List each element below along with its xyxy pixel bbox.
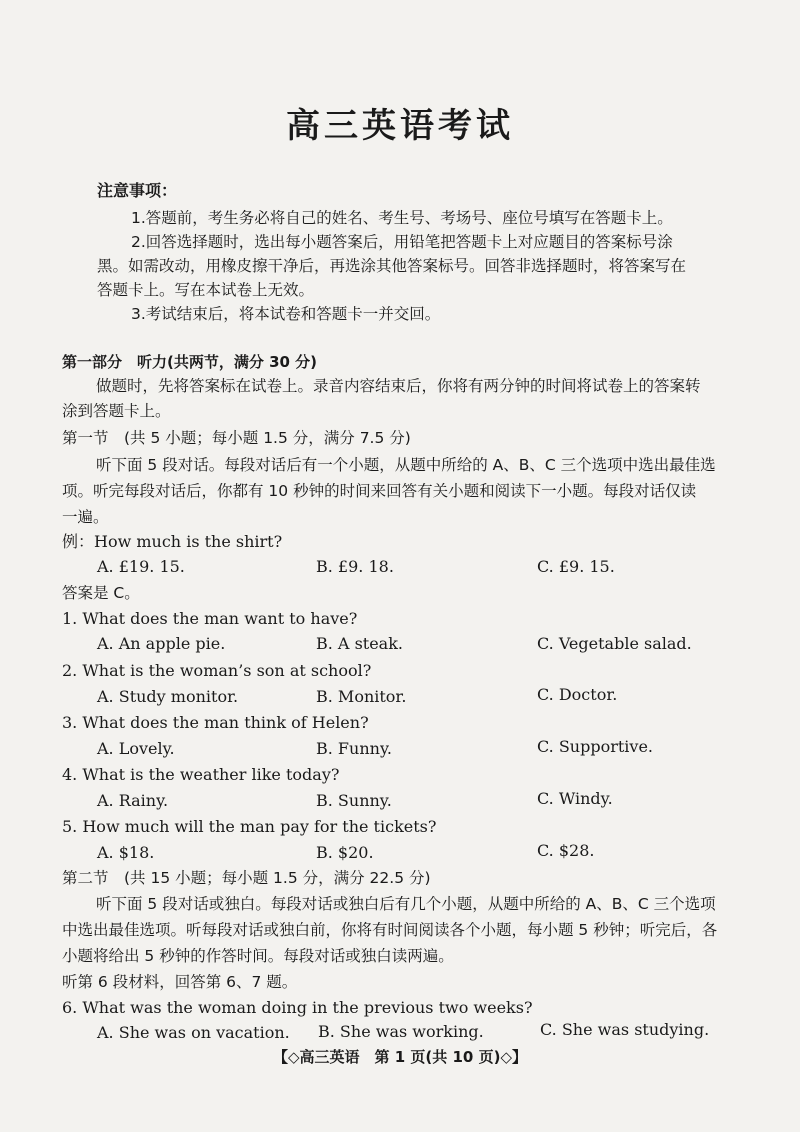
notice-line: 1.答题前，考生务必将自己的姓名、考生号、考场号、座位号填写在答题卡上。 (131, 209, 673, 227)
q6-option-a: A. She was on vacation. (97, 1023, 290, 1042)
page-footer: 【◇高三英语 第 1 页(共 10 页)◇】 (273, 1048, 527, 1066)
q6-option-b: B. She was working. (318, 1022, 484, 1041)
section2-heading: 第二节 (共 15 小题；每小题 1.5 分，满分 22.5 分) (62, 869, 431, 887)
question-2: 2. What is the woman’s son at school? (62, 661, 372, 680)
q5-option-c: C. $28. (537, 841, 595, 860)
q1-option-a: A. An apple pie. (97, 634, 226, 653)
q2-option-c: C. Doctor. (537, 685, 618, 704)
page-title: 高三英语考试 (286, 106, 514, 146)
question-1: 1. What does the man want to have? (62, 609, 358, 628)
section1-instruction: 项。听完每段对话后，你都有 10 秒钟的时间来回答有关小题和阅读下一小题。每段对话仅读 (62, 482, 697, 500)
q4-option-b: B. Sunny. (316, 791, 392, 810)
q5-option-a: A. $18. (97, 843, 155, 862)
example-option-a: A. £19. 15. (97, 557, 185, 576)
notice-line: 答题卡上。写在本试卷上无效。 (97, 281, 315, 299)
part1-heading: 第一部分 听力(共两节，满分 30 分) (62, 353, 318, 371)
q4-option-c: C. Windy. (537, 789, 613, 808)
question-3: 3. What does the man think of Helen? (62, 713, 369, 732)
q6-option-c: C. She was studying. (540, 1020, 710, 1039)
notice-line: 黑。如需改动，用橡皮擦干净后，再选涂其他答案标号。回答非选择题时，将答案写在 (97, 257, 687, 275)
q1-option-b: B. A steak. (316, 634, 403, 653)
section2-instruction: 小题将给出 5 秒钟的作答时间。每段对话或独白读两遍。 (62, 947, 454, 965)
q5-option-b: B. $20. (316, 843, 374, 862)
example-option-b: B. £9. 18. (316, 557, 394, 576)
question-6: 6. What was the woman doing in the previous two weeks? (62, 998, 533, 1017)
section1-instruction: 听下面 5 段对话。每段对话后有一个小题，从题中所给的 A、B、C 三个选项中选出最佳选 (96, 456, 716, 474)
q3-option-a: A. Lovely. (97, 739, 175, 758)
q2-option-b: B. Monitor. (316, 687, 407, 706)
part1-intro: 涂到答题卡上。 (62, 402, 171, 420)
q3-option-b: B. Funny. (316, 739, 392, 758)
part1-intro: 做题时，先将答案标在试卷上。录音内容结束后，你将有两分钟的时间将试卷上的答案转 (96, 377, 701, 395)
example-question: 例：How much is the shirt? (62, 532, 283, 551)
notice-line: 2.回答选择题时，选出每小题答案后，用铅笔把答题卡上对应题目的答案标号涂 (131, 233, 673, 251)
q2-option-a: A. Study monitor. (97, 687, 239, 706)
section2-instruction: 听下面 5 段对话或独白。每段对话或独白后有几个小题，从题中所给的 A、B、C 三个选项 (96, 895, 716, 913)
notice-line: 3.考试结束后，将本试卷和答题卡一并交回。 (131, 305, 441, 323)
section2-instruction: 中选出最佳选项。听每段对话或独白前，你将有时间阅读各个小题，每小题 5 秒钟；听完后，各 (62, 921, 718, 939)
q1-option-c: C. Vegetable salad. (537, 634, 692, 653)
example-answer: 答案是 C。 (62, 584, 140, 602)
example-option-c: C. £9. 15. (537, 557, 615, 576)
q3-option-c: C. Supportive. (537, 737, 654, 756)
notice-heading: 注意事项： (97, 181, 178, 200)
question-5: 5. How much will the man pay for the tickets? (62, 817, 437, 836)
section1-instruction: 一遍。 (62, 508, 109, 526)
question-4: 4. What is the weather like today? (62, 765, 340, 784)
q4-option-a: A. Rainy. (97, 791, 169, 810)
section1-heading: 第一节 (共 5 小题；每小题 1.5 分，满分 7.5 分) (62, 429, 411, 447)
section2-material: 听第 6 段材料，回答第 6、7 题。 (62, 973, 298, 991)
